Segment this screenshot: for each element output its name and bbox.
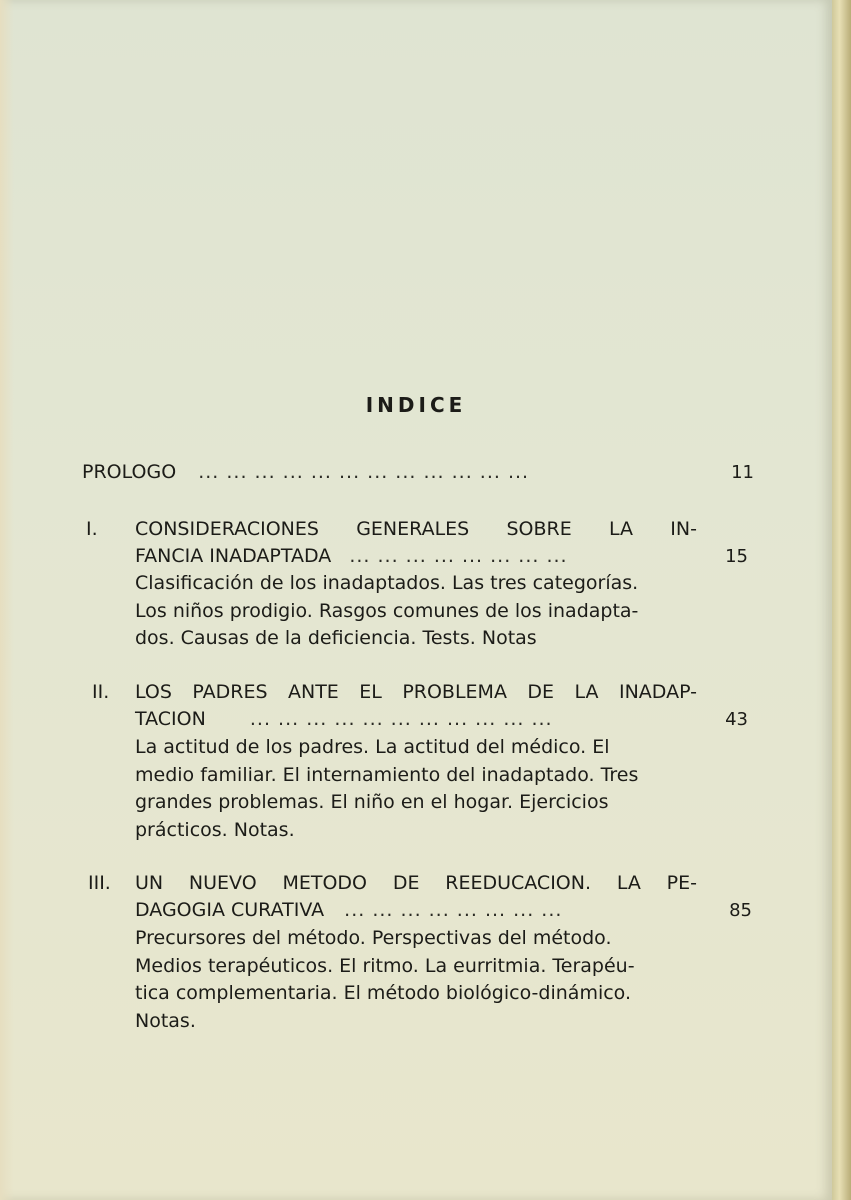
heading-word: LA xyxy=(574,681,599,703)
chapter-1-heading-line2 xyxy=(135,543,568,570)
description-line: Notas. xyxy=(135,1009,196,1032)
prologo-label: PROLOGO xyxy=(82,461,177,483)
heading-word: METODO xyxy=(282,872,368,894)
description-line: Medios terapéuticos. El ritmo. La eurritmia. Terapéu- xyxy=(135,954,635,977)
description-line: medio familiar. El internamiento del inadaptado. Tres xyxy=(135,763,639,786)
chapter-1-numeral: I. xyxy=(86,518,98,540)
heading-word: REEDUCACION. xyxy=(445,872,592,894)
heading-word: CONSIDERACIONES xyxy=(135,518,319,540)
description-line: prácticos. Notas. xyxy=(135,818,295,841)
heading-word: PADRES xyxy=(192,681,268,703)
heading-word: IN- xyxy=(670,518,697,540)
page-stack-edge xyxy=(832,0,851,1200)
description-line: tica complementaria. El método biológico-dinámico. xyxy=(135,982,632,1004)
chapter-1-description xyxy=(135,570,697,653)
chapter-2-numeral: II. xyxy=(92,681,110,703)
heading-text: DAGOGIA CURATIVA xyxy=(135,899,325,921)
chapter-1-page-number: 15 xyxy=(725,546,748,567)
chapter-3-description xyxy=(135,925,697,1035)
heading-word: ANTE xyxy=(287,681,339,703)
chapter-2-heading-line2 xyxy=(135,706,553,733)
heading-word: EL xyxy=(359,681,382,703)
chapter-2-description xyxy=(135,734,697,844)
heading-word: DE xyxy=(527,681,555,703)
chapter-1-leader-dots: ... ... ... ... ... ... ... ... xyxy=(349,545,568,567)
heading-word: INADAP- xyxy=(618,681,697,703)
heading-word: UN xyxy=(135,872,164,894)
chapter-3-leader-dots: ... ... ... ... ... ... ... ... xyxy=(344,899,563,921)
heading-word: PE- xyxy=(666,872,697,894)
description-line: dos. Causas de la deficiencia. Tests. Notas xyxy=(135,627,537,649)
chapter-2-heading-line1 xyxy=(135,679,697,706)
description-line: La actitud de los padres. La actitud del médico. El xyxy=(135,736,610,758)
heading-text: FANCIA INADAPTADA xyxy=(135,545,332,567)
page-title: INDICE xyxy=(365,393,467,417)
description-line: Clasificación de los inadaptados. Las tres categorías. xyxy=(135,572,639,594)
prologo-page-number: 11 xyxy=(731,462,754,483)
chapter-2-leader-dots: ... ... ... ... ... ... ... ... ... ... ... xyxy=(249,708,553,730)
heading-word: SOBRE xyxy=(506,518,572,540)
prologo-leader-dots: ... ... ... ... ... ... ... ... ... ... ... ... xyxy=(198,461,530,483)
heading-text: TACION xyxy=(135,708,206,730)
chapter-3-numeral: III. xyxy=(88,872,111,894)
chapter-3-heading-line1 xyxy=(135,870,697,897)
heading-word: NUEVO xyxy=(188,872,257,894)
description-line: Precursores del método. Perspectivas del método. xyxy=(135,927,612,949)
prologo-entry xyxy=(82,459,529,486)
description-line: grandes problemas. El niño en el hogar. Ejercicios xyxy=(135,791,609,813)
heading-word: GENERALES xyxy=(356,518,470,540)
chapter-2-page-number: 43 xyxy=(725,709,748,730)
chapter-3-heading-line2 xyxy=(135,897,562,924)
heading-word: LA xyxy=(616,872,641,894)
chapter-3-page-number: 85 xyxy=(729,900,752,921)
chapter-1-heading-line1 xyxy=(135,516,697,543)
heading-word: PROBLEMA xyxy=(402,681,507,703)
description-line: Los niños prodigio. Rasgos comunes de los inadapta- xyxy=(135,599,639,622)
heading-word: LA xyxy=(608,518,634,540)
heading-word: DE xyxy=(392,872,420,894)
heading-word: LOS xyxy=(135,681,172,703)
